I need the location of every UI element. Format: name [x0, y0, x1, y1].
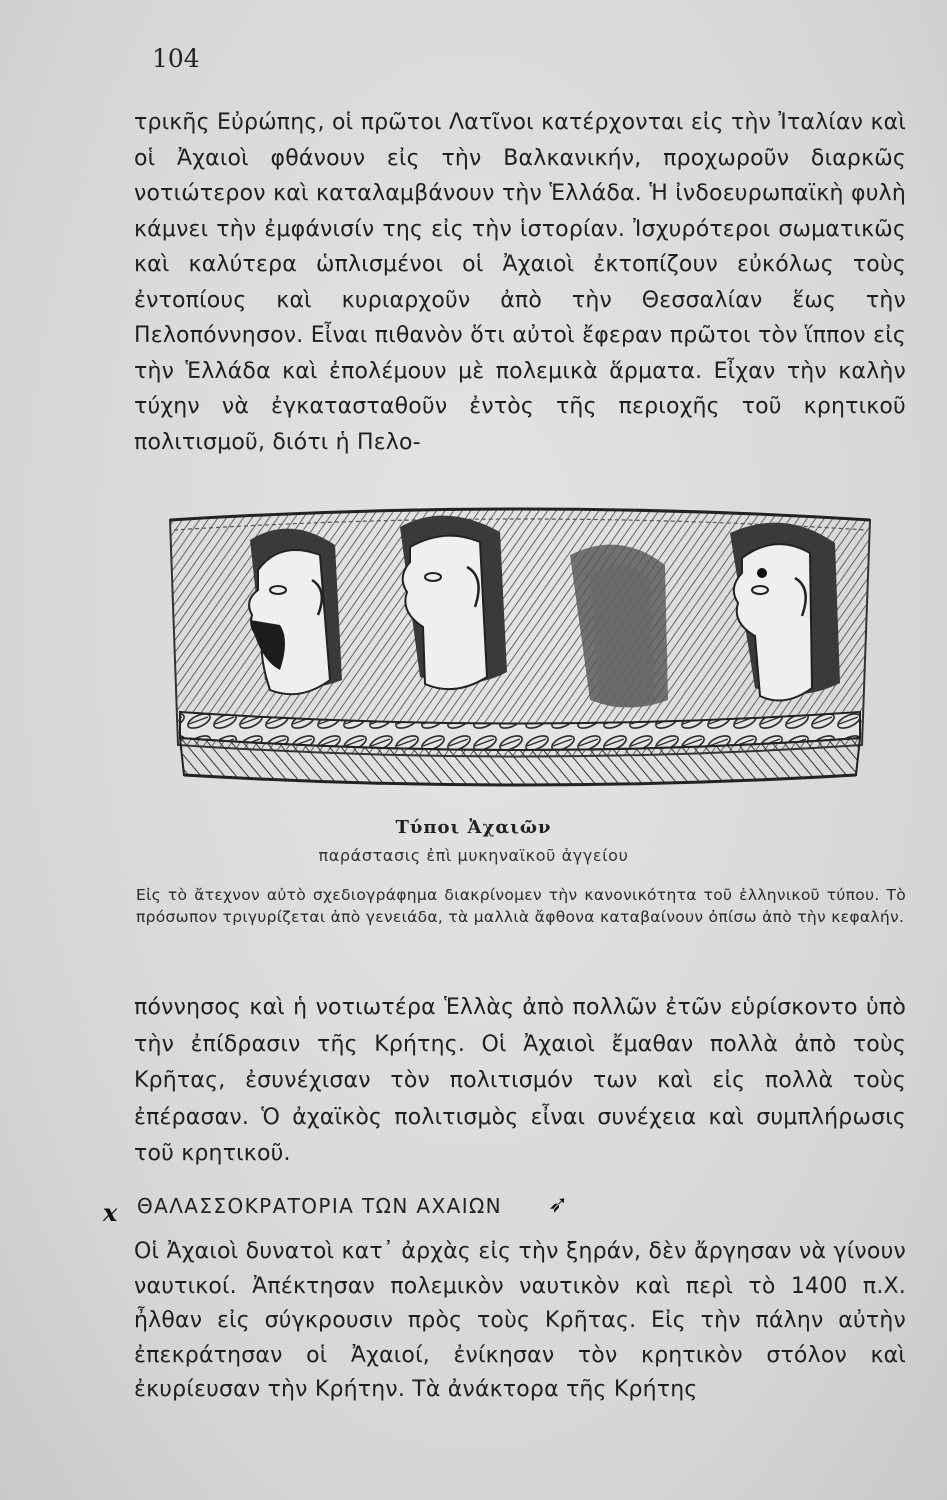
achaean-heads-drawing: [160, 490, 880, 795]
paragraph-1: τρικῆς Εὐρώπης, οἱ πρῶτοι Λατῖνοι κατέρχονται εἰς τὴν Ἰταλίαν καὶ οἱ Ἀχαιοὶ φθάνουν εἰς τὴν Βαλκανικήν, προχωροῦν διαρκῶς νοτιώτερον καὶ καταλαμβάνουν τὴν Ἑλλάδα. Ἡ ἰνδοευρωπαϊκὴ φυλὴ κάμνει τὴν ἐμφάνισίν της εἰς τὴν ἱστορίαν. Ἰσχυρότεροι σωματικῶς καὶ καλύτερα ὡπλισμένοι οἱ Ἀχαιοὶ ἐκτοπίζουν εὐκόλως τοὺς ἐντοπίους καὶ κυριαρχοῦν ἀπὸ τὴν Θεσσαλίαν ἕως τὴν Πελοπόννησον. Εἶναι πιθανὸν ὅτι αὐτοὶ ἔφεραν πρῶτοι τὸν ἵππον εἰς τὴν Ἑλλάδα καὶ ἐπολέμουν μὲ πολεμικὰ ἅρματα. Εἶχαν τὴν καλὴν τύχην νὰ ἐγκατασταθοῦν ἐντὸς τῆς περιοχῆς τοῦ κρητικοῦ πολιτισμοῦ, διότι ἡ Πελο-: [134, 110, 906, 455]
paragraph-2: πόννησος καὶ ἡ νοτιωτέρα Ἑλλὰς ἀπὸ πολλῶν ἐτῶν εὑρίσκοντο ὑπὸ τὴν ἐπίδρασιν τῆς Κρήτης. Οἱ Ἀχαιοὶ ἔμαθαν πολλὰ ἀπὸ τοὺς Κρῆτας, ἐσυνέχισαν τὸν πολιτισμόν των καὶ εἰς πολλὰ τοὺς ἐπέρασαν. Ὁ ἀχαϊκὸς πολιτισμὸς εἶναι συνέχεια καὶ συμπλήρωσις τοῦ κρητικοῦ.: [134, 995, 906, 1166]
page-number: 104: [152, 44, 200, 73]
figure-subtitle: παράστασις ἐπὶ μυκηναϊκοῦ ἀγγείου: [318, 846, 629, 865]
paragraph-3: Οἱ Ἀχαιοὶ δυνατοὶ κατ᾽ ἀρχὰς εἰς τὴν ξηράν, δὲν ἄργησαν νὰ γίνουν ναυτικοί. Ἀπέκτησαν πολεμικὸν ναυτικὸν καὶ περὶ τὸ 1400 π.Χ. ἦλθαν εἰς σύγκρουσιν πρὸς τοὺς Κρῆτας. Εἰς τὴν πάλην αὐτὴν ἐπεκράτησαν οἱ Ἀχαιοί, ἐνίκησαν τὸν κρητικὸν στόλον καὶ ἐκυρίευσαν τὴν Κρήτην. Τὰ ἀνάκτορα τῆς Κρήτης: [134, 1239, 906, 1402]
figure-caption: Εἰς τὸ ἄτεχνον αὐτὸ σχεδιογράφημα διακρίνομεν τὴν κανονικότητα τοῦ ἑλληνικοῦ τύπου. Τὸ πρόσωπον τριγυρίζεται ἀπὸ γενειάδα, τὰ μαλλιὰ ἄφθονα καταβαίνουν ὀπίσω ἀπὸ τὴν κεφαλήν.: [136, 886, 906, 926]
section-heading: ΘΑΛΑΣΣΟΚΡΑΤΟΡΙΑ ΤΩΝ ΑΧΑΙΩΝ: [137, 1194, 503, 1218]
margin-arrow-mark: ➶: [548, 1190, 569, 1218]
margin-x-mark: x: [103, 1198, 118, 1227]
vase-illustration: [160, 490, 880, 795]
figure-title: Τύποι Ἀχαιῶν: [395, 817, 552, 838]
